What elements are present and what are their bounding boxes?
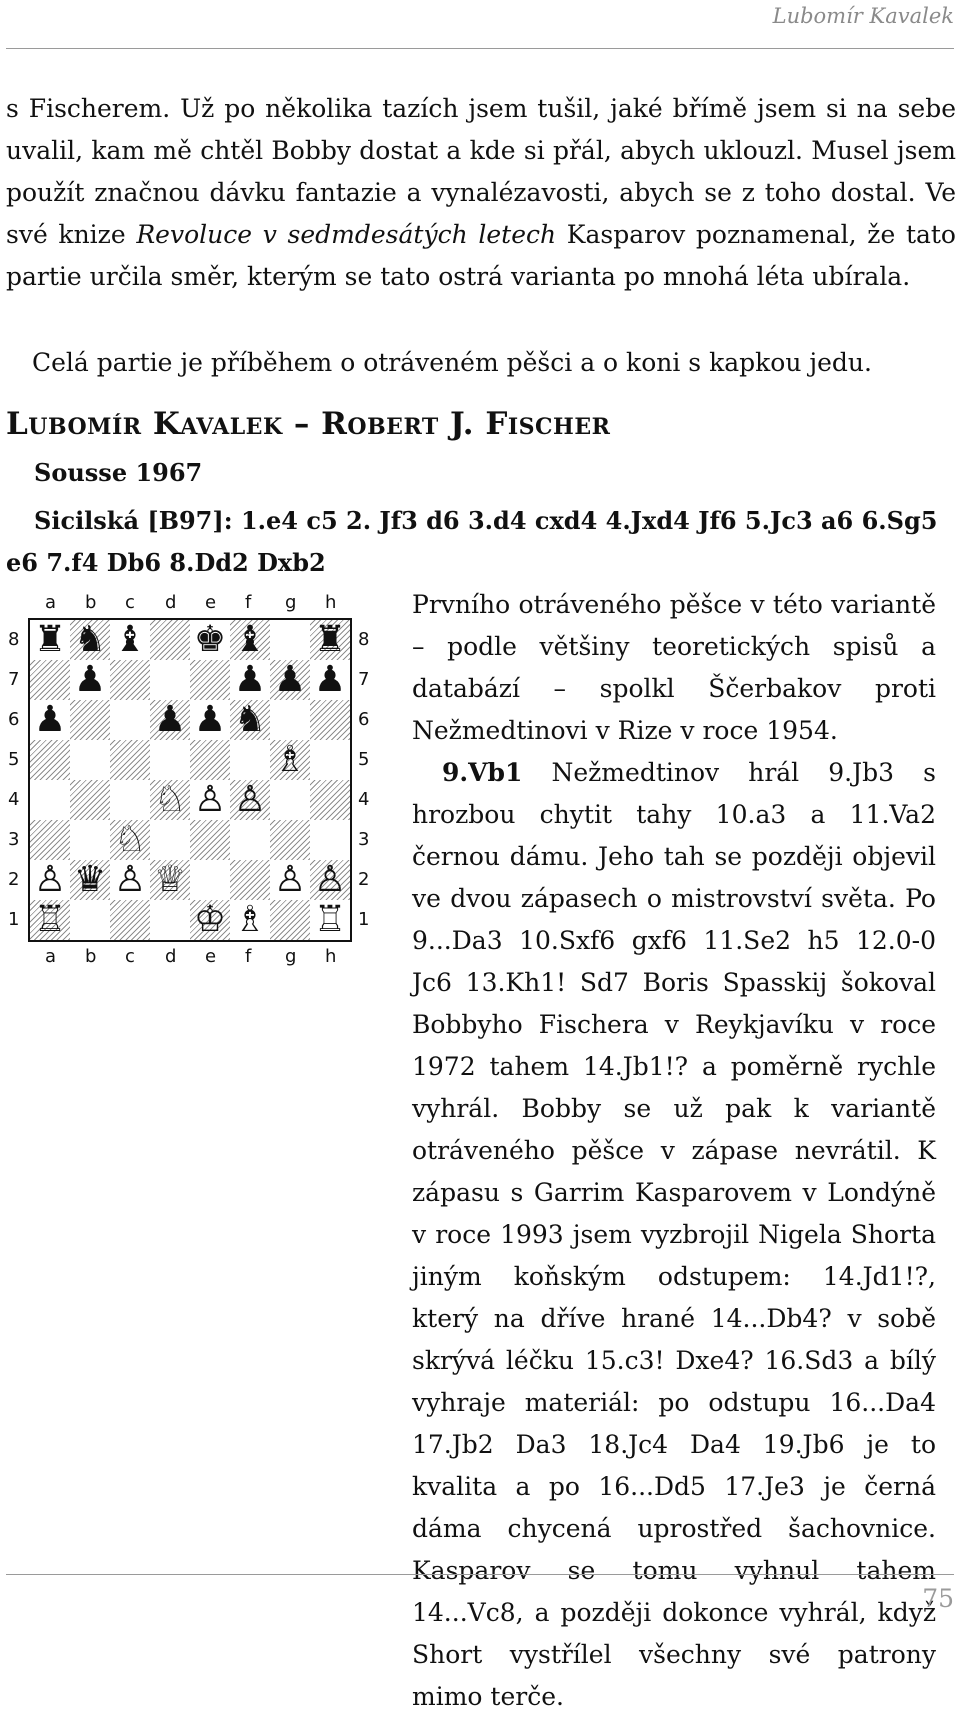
square-e8 <box>190 620 230 660</box>
square-d6 <box>150 700 190 740</box>
piece-d6: ♟ <box>153 699 187 740</box>
square-d2 <box>150 860 190 900</box>
piece-g2: ♙ <box>273 859 307 900</box>
square-c8 <box>110 620 150 660</box>
file-label-d-top: d <box>165 592 177 613</box>
piece-a6: ♟ <box>33 699 67 740</box>
square-e1 <box>190 900 230 940</box>
move-9-vb1: 9.Vb1 <box>442 758 523 787</box>
piece-f7: ♟ <box>233 659 267 700</box>
piece-g7: ♟ <box>273 659 307 700</box>
rank-label-3-left: 3 <box>8 829 20 850</box>
square-h2 <box>310 860 350 900</box>
square-g6 <box>270 700 310 740</box>
file-label-h-top: h <box>325 592 337 613</box>
intro-text: s Fischerem. Už po několika tazích jsem tušil, jaké břímě jsem si na sebe uvalil, kam mě chtěl Bobby dostat a kde si přál, abych uklouzl. Musel jsem použít značnou dávku fantazie a vynalézavosti, abych se z toho dostal. Ve své knize <box>6 94 956 249</box>
square-h8 <box>310 620 350 660</box>
square-b7 <box>70 660 110 700</box>
file-label-a-bottom: a <box>45 946 57 967</box>
square-e7 <box>190 660 230 700</box>
square-b6 <box>70 700 110 740</box>
file-label-b-top: b <box>85 592 97 613</box>
piece-f8: ♝ <box>233 619 267 660</box>
square-h3 <box>310 820 350 860</box>
file-label-f-top: f <box>245 592 252 613</box>
rank-label-4-left: 4 <box>8 789 20 810</box>
page-number: 75 <box>922 1584 954 1613</box>
square-f5 <box>230 740 270 780</box>
piece-f1: ♗ <box>233 899 267 940</box>
square-h5 <box>310 740 350 780</box>
chess-board <box>28 618 352 942</box>
square-f1 <box>230 900 270 940</box>
rank-label-4-right: 4 <box>358 789 370 810</box>
square-a3 <box>30 820 70 860</box>
square-h4 <box>310 780 350 820</box>
chess-diagram <box>0 590 380 970</box>
rank-label-1-right: 1 <box>358 909 370 930</box>
game-opening-moves: Sicilská [B97]: 1.e4 c5 2. Jf3 d6 3.d4 cxd4 4.Jxd4 Jf6 5.Jc3 a6 6.Sg5 e6 7.f4 Db6 8.Dd2 Dxb2 <box>6 506 938 577</box>
piece-g5: ♗ <box>273 739 307 780</box>
square-g2 <box>270 860 310 900</box>
square-e3 <box>190 820 230 860</box>
square-a6 <box>30 700 70 740</box>
file-label-e-bottom: e <box>205 946 217 967</box>
piece-e8: ♚ <box>193 619 227 660</box>
piece-f4: ♙ <box>233 779 267 820</box>
piece-d2: ♕ <box>153 859 187 900</box>
square-c1 <box>110 900 150 940</box>
book-title: Revoluce v sedmdesátých letech <box>136 220 557 249</box>
square-f3 <box>230 820 270 860</box>
square-d4 <box>150 780 190 820</box>
rank-label-1-left: 1 <box>8 909 20 930</box>
square-b5 <box>70 740 110 780</box>
square-a8 <box>30 620 70 660</box>
square-f7 <box>230 660 270 700</box>
file-label-c-bottom: c <box>125 946 135 967</box>
square-g3 <box>270 820 310 860</box>
square-d5 <box>150 740 190 780</box>
square-g8 <box>270 620 310 660</box>
square-g5 <box>270 740 310 780</box>
file-label-h-bottom: h <box>325 946 337 967</box>
file-label-a-top: a <box>45 592 57 613</box>
square-c7 <box>110 660 150 700</box>
piece-c3: ♘ <box>113 819 147 860</box>
rank-label-2-left: 2 <box>8 869 20 890</box>
square-e5 <box>190 740 230 780</box>
piece-b7: ♟ <box>73 659 107 700</box>
square-c2 <box>110 860 150 900</box>
square-f8 <box>230 620 270 660</box>
rank-label-8-left: 8 <box>8 629 20 650</box>
piece-d4: ♘ <box>153 779 187 820</box>
square-b1 <box>70 900 110 940</box>
intro-second: Celá partie je příběhem o otráveném pěšci a o koni s kapkou jedu. <box>32 348 872 377</box>
file-label-g-top: g <box>285 592 297 613</box>
commentary-side: Prvního otráveného pěšce v této variantě – podle většiny teoretických spisů a databází – spolkl Ščerbakov proti Nežmedtinovi v Rize v roce 1954. <box>412 590 936 745</box>
square-g1 <box>270 900 310 940</box>
square-c6 <box>110 700 150 740</box>
rank-label-6-right: 6 <box>358 709 370 730</box>
piece-b8: ♞ <box>73 619 107 660</box>
footer-rule <box>6 1574 954 1575</box>
rank-label-2-right: 2 <box>358 869 370 890</box>
intro-second-paragraph <box>6 342 956 384</box>
running-head: Lubomír Kavalek <box>772 4 954 28</box>
square-c3 <box>110 820 150 860</box>
square-b2 <box>70 860 110 900</box>
square-c5 <box>110 740 150 780</box>
square-a2 <box>30 860 70 900</box>
square-f4 <box>230 780 270 820</box>
piece-f6: ♞ <box>233 699 267 740</box>
game-players-heading: Lubomír Kavalek – Robert J. Fischer <box>6 406 611 442</box>
commentary-side-2: Nežmedtinov hrál 9.Jb3 s hrozbou chytit tahy 10.a3 a 11.Va2 černou dámu. Jeho tah se později objevil ve dvou zápasech o mistrovství světa. Po 9...Da3 10.Sxf6 gxf6 11.Se2 h5 12.0-0 Jc6 13.Kh1! Sd7 Boris Spasskij šokoval Bobbyho Fischera v Reykjavíku v roce 1972 tahem 14.Jb1!? a poměrně rychle vyhrál. Bobby se už pak k variantě otráveného pěšce v zápase nevrátil. K zápasu s Garrim Kasparovem v Londýně v roce 1993 jsem vyzbrojil Nigela Shorta jiným koňským odstupem: 14.Jd1!?, který na dříve hrané 14...Db4? v sobě skrývá léčku 15.c3! Dxe4? 16.Sd3 a bílý vyhraje materiál: po odstupu 16...Da4 17.Jb2 Da3 18.Jc4 Da4 19.Jb6 je to kvalita a po 16...Dd5 17.Je3 je černá dáma chycená uprostřed šachovnice. Kasparov se tomu vyhnul tahem 14...Vc8, a později dokonce vyhrál, když Short vystřílel všechny své patrony mimo terče. <box>412 758 936 1711</box>
square-a4 <box>30 780 70 820</box>
piece-c8: ♝ <box>113 619 147 660</box>
file-label-g-bottom: g <box>285 946 297 967</box>
intro-text-after: Kasparov poznamenal, že tato partie určila směr, kterým se tato ostrá varianta po mnohá léta ubírala. <box>6 220 956 291</box>
piece-e6: ♟ <box>193 699 227 740</box>
piece-h7: ♟ <box>313 659 347 700</box>
square-e6 <box>190 700 230 740</box>
intro-paragraph <box>6 88 956 298</box>
square-d8 <box>150 620 190 660</box>
piece-e1: ♔ <box>193 899 227 940</box>
square-b3 <box>70 820 110 860</box>
square-h6 <box>310 700 350 740</box>
rank-label-3-right: 3 <box>358 829 370 850</box>
square-f2 <box>230 860 270 900</box>
square-b4 <box>70 780 110 820</box>
square-h1 <box>310 900 350 940</box>
square-d7 <box>150 660 190 700</box>
rank-label-5-right: 5 <box>358 749 370 770</box>
square-d1 <box>150 900 190 940</box>
file-label-d-bottom: d <box>165 946 177 967</box>
square-e4 <box>190 780 230 820</box>
piece-h1: ♖ <box>313 899 347 940</box>
square-d3 <box>150 820 190 860</box>
file-label-e-top: e <box>205 592 217 613</box>
file-label-b-bottom: b <box>85 946 97 967</box>
rank-label-5-left: 5 <box>8 749 20 770</box>
square-e2 <box>190 860 230 900</box>
square-a1 <box>30 900 70 940</box>
square-b8 <box>70 620 110 660</box>
file-label-f-bottom: f <box>245 946 252 967</box>
square-a5 <box>30 740 70 780</box>
square-a7 <box>30 660 70 700</box>
piece-b2: ♛ <box>73 859 107 900</box>
piece-a8: ♜ <box>33 619 67 660</box>
square-g7 <box>270 660 310 700</box>
rank-label-6-left: 6 <box>8 709 20 730</box>
square-c4 <box>110 780 150 820</box>
game-venue: Sousse 1967 <box>34 458 203 487</box>
piece-e4: ♙ <box>193 779 227 820</box>
square-g4 <box>270 780 310 820</box>
square-h7 <box>310 660 350 700</box>
piece-c2: ♙ <box>113 859 147 900</box>
header-rule <box>6 48 954 49</box>
piece-h8: ♜ <box>313 619 347 660</box>
piece-a2: ♙ <box>33 859 67 900</box>
file-label-c-top: c <box>125 592 135 613</box>
commentary-paragraph <box>412 584 936 1718</box>
piece-h2: ♙ <box>313 859 347 900</box>
square-f6 <box>230 700 270 740</box>
rank-label-7-left: 7 <box>8 669 20 690</box>
piece-a1: ♖ <box>33 899 67 940</box>
rank-label-8-right: 8 <box>358 629 370 650</box>
rank-label-7-right: 7 <box>358 669 370 690</box>
